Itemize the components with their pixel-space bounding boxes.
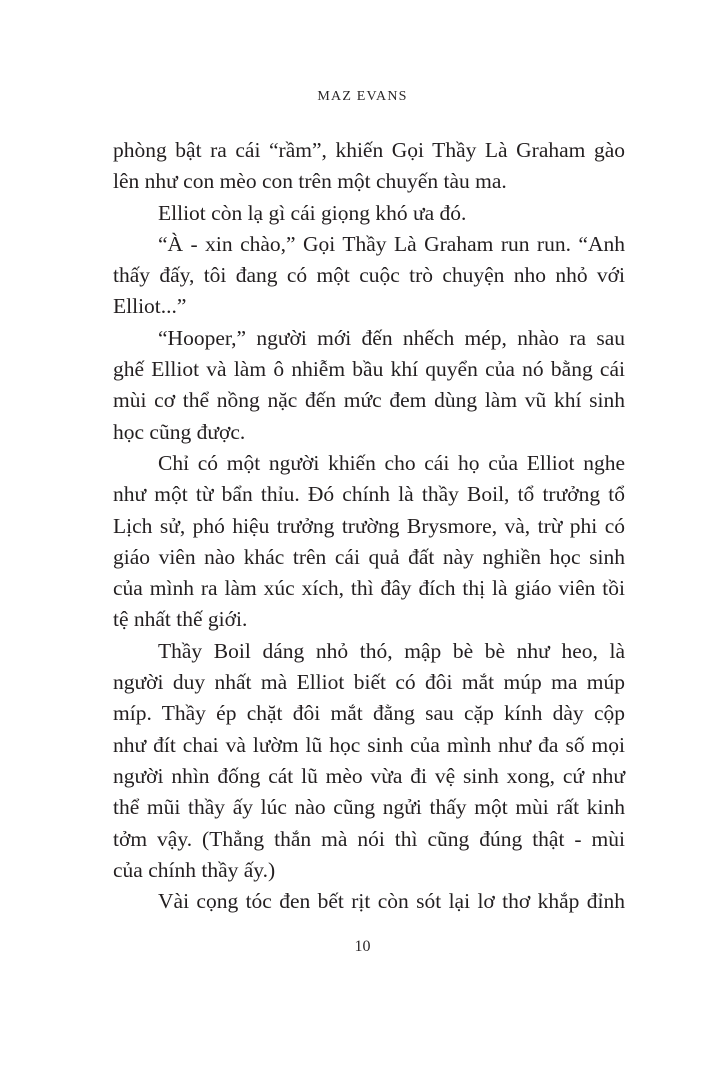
- body-line: của mình ra làm xúc xích, thì đây đích thị là giáo viên tồi: [113, 576, 625, 601]
- body-line: của chính thầy ấy.): [113, 857, 276, 882]
- body-line: thấy đấy, tôi đang có một cuộc trò chuyện nho nhỏ với: [113, 263, 625, 288]
- body-line: tởm vậy. (Thẳng thắn mà nói thì cũng đúng thật - mùi: [113, 826, 625, 851]
- body-line: “Hooper,” người mới đến nhếch mép, nhào ra sau: [158, 325, 625, 350]
- body-line: Vài cọng tóc đen bết rịt còn sót lại lơ thơ khắp đỉnh: [158, 889, 625, 914]
- body-line: ghế Elliot và làm ô nhiễm bầu khí quyển của nó bằng cái: [113, 357, 625, 382]
- body-line: người duy nhất mà Elliot biết có đôi mắt múp ma múp: [113, 670, 625, 695]
- body-line: học cũng được.: [113, 419, 246, 444]
- body-line: míp. Thầy ép chặt đôi mắt đằng sau cặp kính dày cộp: [113, 701, 625, 726]
- body-line: Thầy Boil dáng nhỏ thó, mập bè bè như heo, là: [158, 638, 625, 663]
- body-line: Chỉ có một người khiến cho cái họ của Elliot nghe: [158, 450, 625, 475]
- body-line: như một từ bẩn thỉu. Đó chính là thầy Boil, tổ trưởng tổ: [113, 482, 625, 507]
- body-line: thể mũi thầy ấy lúc nào cũng ngửi thấy một mùi rất kinh: [113, 795, 625, 820]
- body-line: “À - xin chào,” Gọi Thầy Là Graham run run. “Anh: [158, 231, 625, 256]
- body-line: như đít chai và lườm lũ học sinh của mình như đa số mọi: [113, 732, 625, 757]
- body-line: người nhìn đống cát lũ mèo vừa đi vệ sinh xong, cứ như: [113, 763, 625, 788]
- body-line: Lịch sử, phó hiệu trưởng trường Brysmore, và, trừ phi có: [113, 513, 625, 538]
- page-number: 10: [354, 938, 371, 955]
- body-line: tệ nhất thế giới.: [113, 607, 248, 632]
- body-line: mùi cơ thể nồng nặc đến mức đem dùng làm vũ khí sinh: [113, 388, 625, 413]
- running-header: MAZ EVANS: [317, 89, 408, 104]
- body-line: Elliot...”: [113, 294, 187, 319]
- body-line: lên như con mèo con trên một chuyến tàu ma.: [113, 169, 507, 194]
- page-body: [113, 135, 625, 917]
- body-line: Elliot còn lạ gì cái giọng khó ưa đó.: [158, 200, 467, 225]
- body-line: giáo viên nào khác trên cái quả đất này nghiền học sinh: [113, 544, 625, 569]
- body-line: phòng bật ra cái “rầm”, khiến Gọi Thầy Là Graham gào: [113, 138, 625, 162]
